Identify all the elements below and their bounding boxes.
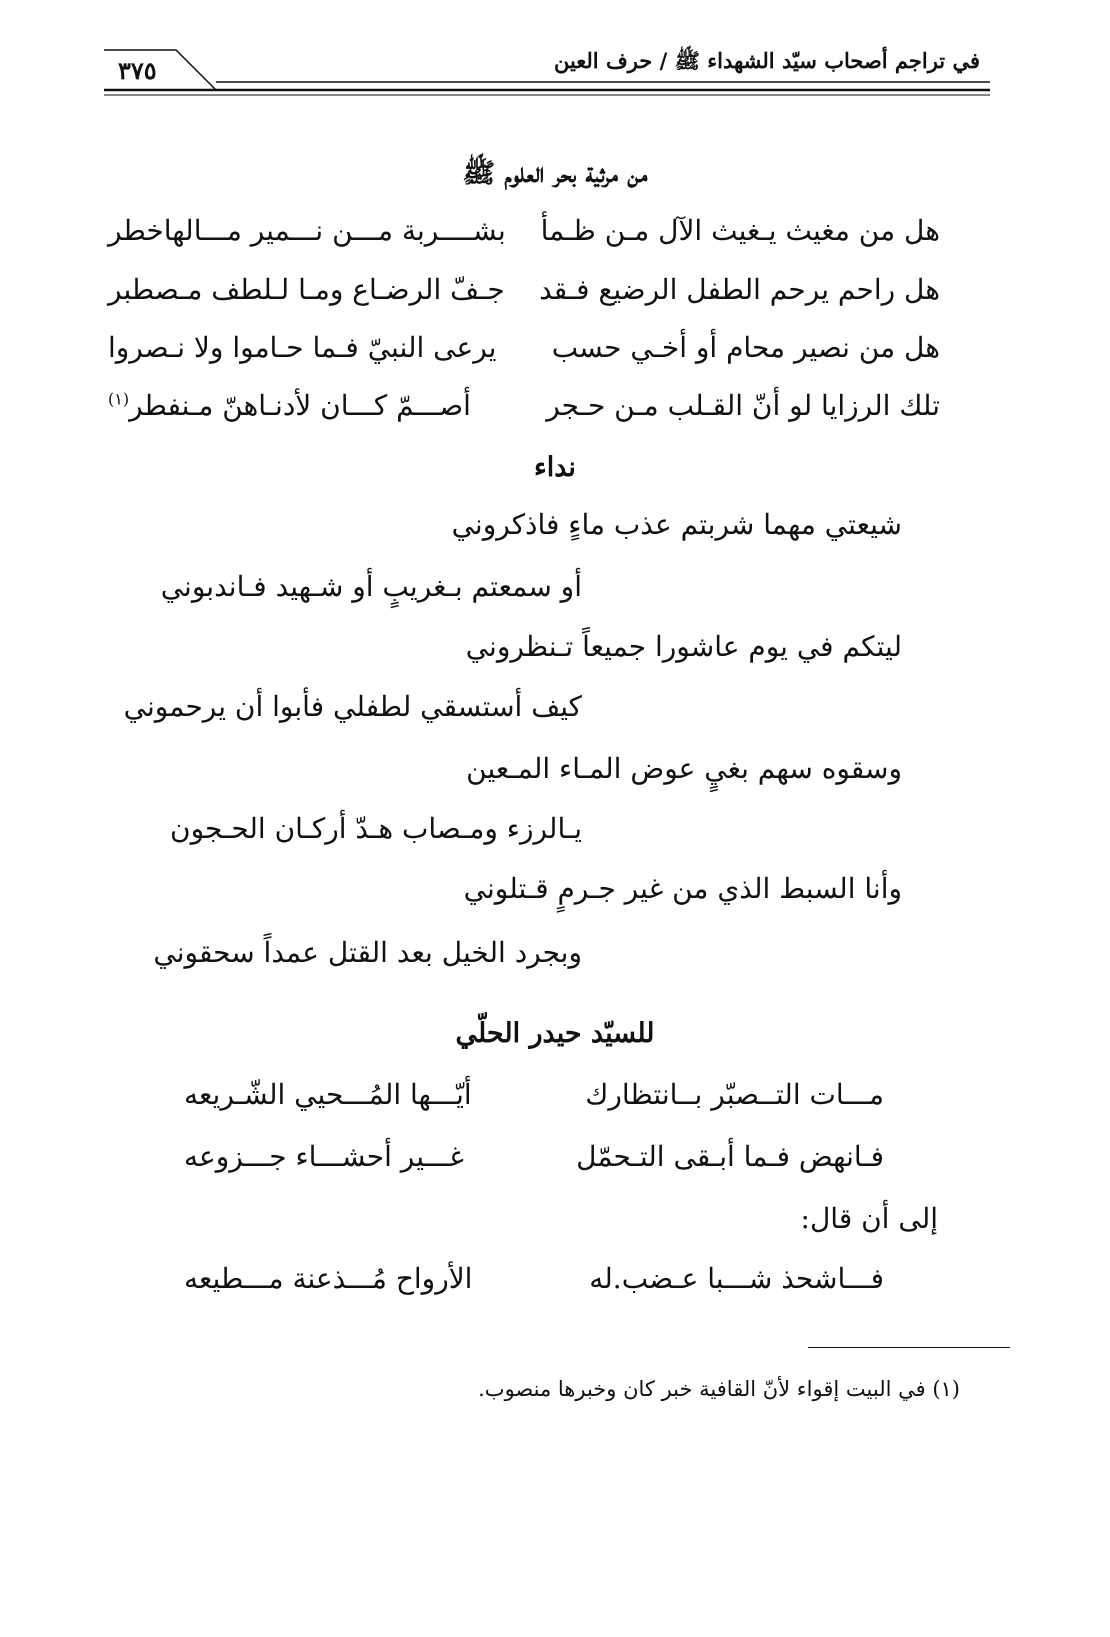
verse-first-hemistich: هل من نصير محام أو أخـي حسب (551, 331, 940, 364)
section-title-call: نداء (534, 452, 576, 483)
page-number: ٣٧٥ (118, 56, 157, 85)
verse-second-hemistich: بشــــربة مـــن نـــمير مـــالهاخطر (108, 214, 506, 247)
footnote-reference: (١) (108, 389, 130, 409)
verse-second-hemistich: أيّـــها المُـــحيي الشّـريعه (184, 1078, 472, 1111)
verse-second-hemistich: الأرواح مُـــذعنة مـــطيعه (184, 1262, 473, 1295)
verse-first-hemistich: مـــات التــصبّر بــانتظارك (585, 1078, 884, 1111)
verse-second-hemistich: جـفّ الرضـاع ومـا لـلطف مـصطبر (108, 273, 505, 306)
footnote-separator (808, 1347, 1010, 1348)
verse-second-hemistich: غـــير أحشـــاء جـــزوعه (184, 1140, 464, 1173)
poem-line: وسقوه سهم بغيٍ عوض المـاء المـعين (466, 752, 902, 785)
verse-row (108, 273, 940, 317)
poem-line: ليتكم في يوم عاشورا جميعاً تـنظروني (465, 630, 902, 663)
verse-text: أصـــمّ كـــان لأدنـاهنّ مـنفطر (129, 389, 471, 422)
verse-second-hemistich (108, 389, 471, 422)
poem-line: يـالرزء ومـصاب هـدّ أركـان الحـجون (170, 812, 582, 845)
verse-row (108, 214, 940, 258)
verse-row (184, 1078, 884, 1122)
section-title-elegy: من مرثية بحر العلوم ﷺ (462, 158, 648, 189)
transition-text: إلى أن قال: (800, 1202, 938, 1235)
footnote: (١) في البيت إقواء لأنّ القافية خبر كان وخبرها منصوب. (478, 1377, 960, 1401)
verse-row (184, 1262, 884, 1306)
verse-first-hemistich: هل راحم يرحم الطفل الرضيع فـقد (539, 273, 940, 306)
page-header (104, 42, 990, 98)
poem-line: أو سمعتم بـغريبٍ أو شـهيد فـاندبوني (160, 570, 582, 603)
verse-second-hemistich: يرعى النبيّ فـما حـاموا ولا نـصروا (108, 331, 497, 364)
verse-first-hemistich: فـــاشحذ شـــبا عـضب.له (589, 1262, 884, 1295)
verse-row (184, 1140, 884, 1184)
verse-first-hemistich: فـانهض فـما أبـقى التـحمّل (576, 1140, 884, 1173)
verse-first-hemistich: هل من مغيث يـغيث الآل مـن ظـمأ (540, 214, 940, 247)
section-title-hilli: للسيّد حيدر الحلّي (455, 1018, 655, 1049)
verse-row (108, 331, 940, 375)
poem-line: وأنا السبط الذي من غير جـرمٍ قـتلوني (463, 872, 902, 905)
running-title: في تراجم أصحاب سيّد الشهداء ﷺ / حرف العين (553, 48, 980, 73)
verse-first-hemistich: تلك الرزايا لو أنّ القـلب مـن حـجر (546, 389, 940, 422)
verse-row (108, 389, 940, 433)
poem-line: وبجرد الخيل بعد القتل عمداً سحقوني (153, 936, 582, 969)
poem-line: شيعتي مهما شربتم عذب ماءٍ فاذكروني (451, 508, 902, 541)
poem-line: كيف أستسقي لطفلي فأبوا أن يرحموني (123, 690, 582, 723)
